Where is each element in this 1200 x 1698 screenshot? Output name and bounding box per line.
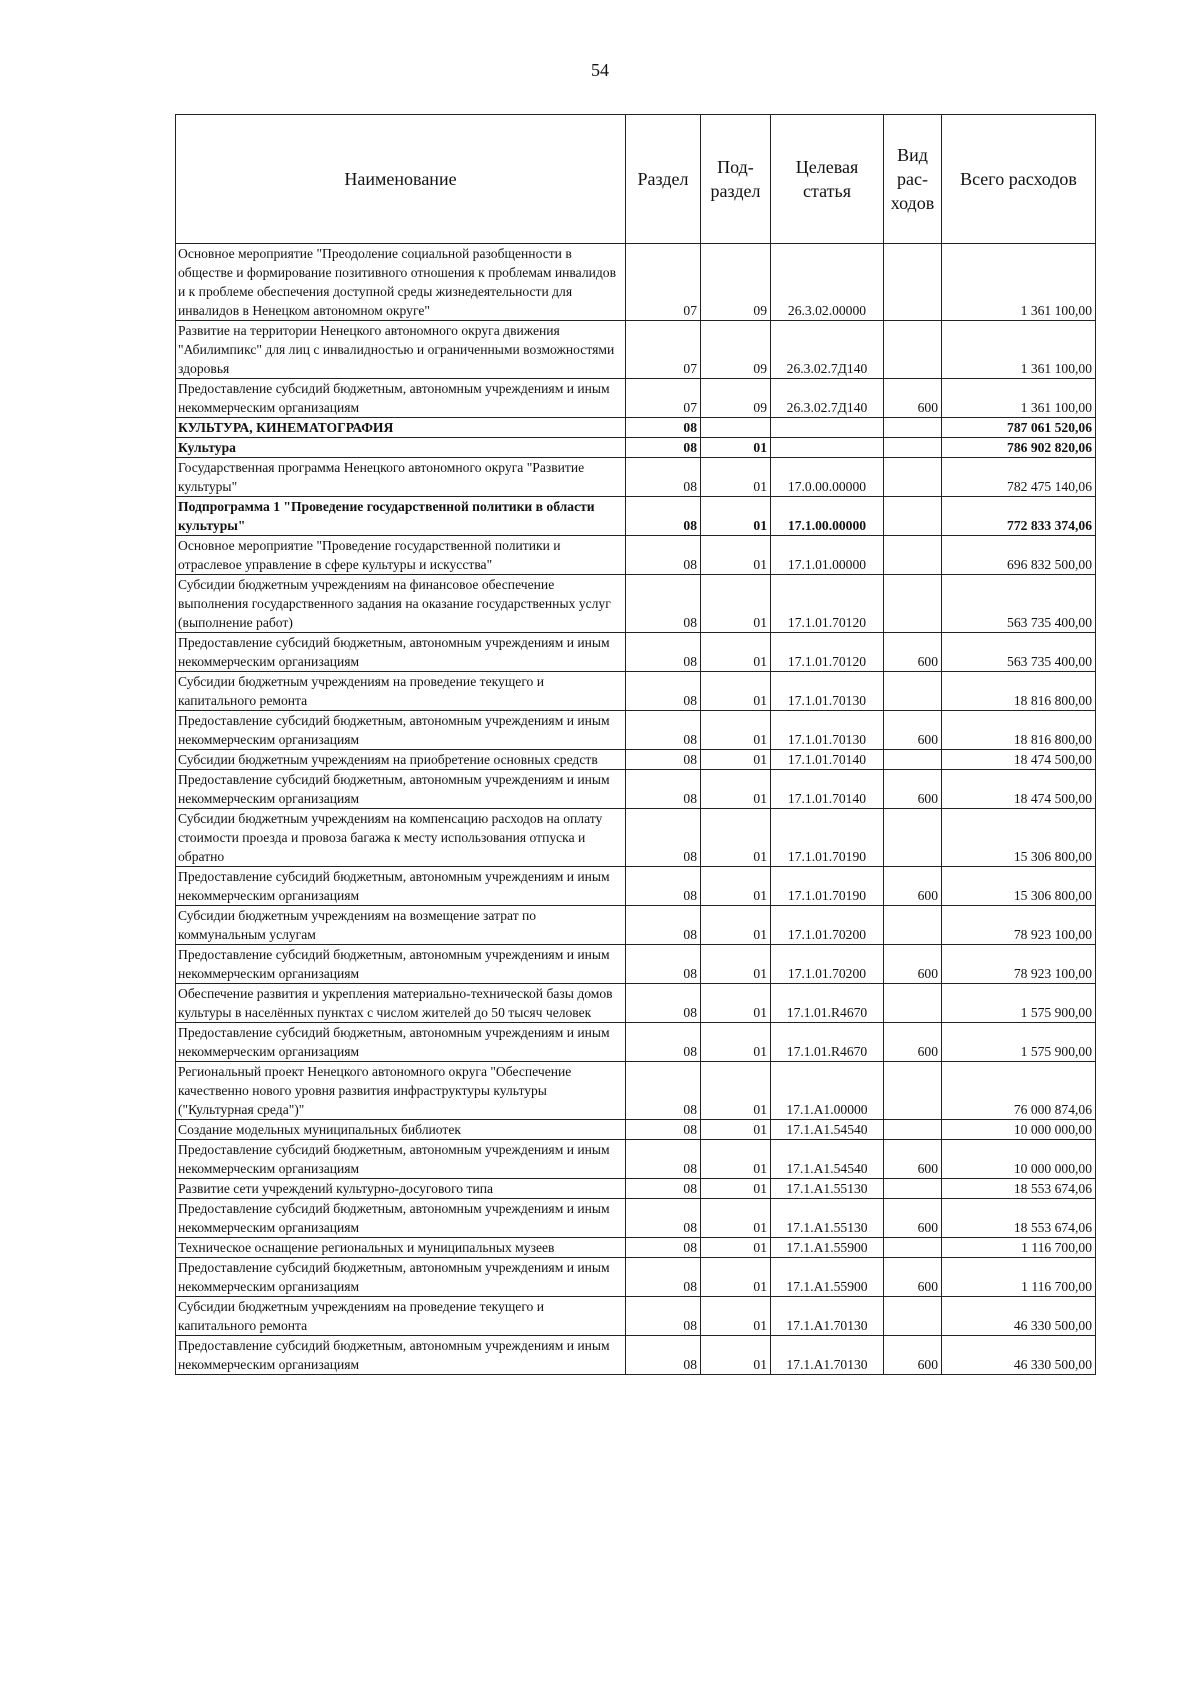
cell-name: Предоставление субсидий бюджетным, автономным учреждениям и иным некоммерческим организациям bbox=[176, 1199, 626, 1238]
cell-statya: 17.1.01.70130 bbox=[771, 672, 884, 711]
header-podrazdel: Под-раздел bbox=[701, 115, 771, 244]
table-row bbox=[176, 770, 1096, 809]
cell-podrazdel: 09 bbox=[701, 321, 771, 379]
cell-total: 18 816 800,00 bbox=[942, 672, 1096, 711]
cell-vid bbox=[884, 1062, 942, 1120]
table-row bbox=[176, 809, 1096, 867]
table-row bbox=[176, 711, 1096, 750]
cell-name: Предоставление субсидий бюджетным, автономным учреждениям и иным некоммерческим организациям bbox=[176, 1023, 626, 1062]
cell-name: Государственная программа Ненецкого автономного округа "Развитие культуры" bbox=[176, 458, 626, 497]
cell-vid bbox=[884, 672, 942, 711]
cell-podrazdel: 09 bbox=[701, 244, 771, 321]
cell-vid bbox=[884, 1297, 942, 1336]
table-row bbox=[176, 672, 1096, 711]
table-row bbox=[176, 633, 1096, 672]
cell-name: Обеспечение развития и укрепления материально-технической базы домов культуры в населённых пунктах с числом жителей до 50 тысяч человек bbox=[176, 984, 626, 1023]
cell-razdel: 08 bbox=[626, 1238, 701, 1258]
cell-vid bbox=[884, 1179, 942, 1199]
table-row bbox=[176, 321, 1096, 379]
table-row bbox=[176, 536, 1096, 575]
cell-total: 563 735 400,00 bbox=[942, 633, 1096, 672]
cell-statya: 17.1.01.70120 bbox=[771, 575, 884, 633]
table-row bbox=[176, 1297, 1096, 1336]
table-row bbox=[176, 244, 1096, 321]
cell-name: Предоставление субсидий бюджетным, автономным учреждениям и иным некоммерческим организациям bbox=[176, 379, 626, 418]
cell-vid bbox=[884, 536, 942, 575]
table-row bbox=[176, 418, 1096, 438]
cell-vid bbox=[884, 497, 942, 536]
cell-podrazdel: 01 bbox=[701, 633, 771, 672]
table-row bbox=[176, 945, 1096, 984]
table-row bbox=[176, 458, 1096, 497]
cell-podrazdel: 01 bbox=[701, 945, 771, 984]
cell-statya: 17.1.01.70120 bbox=[771, 633, 884, 672]
cell-vid bbox=[884, 438, 942, 458]
cell-podrazdel: 01 bbox=[701, 438, 771, 458]
cell-total: 78 923 100,00 bbox=[942, 906, 1096, 945]
cell-total: 10 000 000,00 bbox=[942, 1140, 1096, 1179]
cell-statya: 17.1.A1.54540 bbox=[771, 1140, 884, 1179]
cell-podrazdel: 01 bbox=[701, 770, 771, 809]
cell-name: Подпрограмма 1 "Проведение государственной политики в области культуры" bbox=[176, 497, 626, 536]
cell-podrazdel: 01 bbox=[701, 497, 771, 536]
cell-vid bbox=[884, 418, 942, 438]
cell-vid bbox=[884, 809, 942, 867]
cell-statya: 17.1.A1.70130 bbox=[771, 1336, 884, 1375]
cell-vid bbox=[884, 1238, 942, 1258]
table-row bbox=[176, 1336, 1096, 1375]
table-row bbox=[176, 906, 1096, 945]
cell-podrazdel: 01 bbox=[701, 536, 771, 575]
cell-razdel: 08 bbox=[626, 633, 701, 672]
table-row bbox=[176, 750, 1096, 770]
cell-podrazdel bbox=[701, 418, 771, 438]
cell-vid: 600 bbox=[884, 867, 942, 906]
cell-razdel: 08 bbox=[626, 438, 701, 458]
cell-vid bbox=[884, 1120, 942, 1140]
header-total: Всего расходов bbox=[942, 115, 1096, 244]
cell-statya: 17.1.A1.00000 bbox=[771, 1062, 884, 1120]
table-row bbox=[176, 1023, 1096, 1062]
cell-total: 18 553 674,06 bbox=[942, 1199, 1096, 1238]
cell-total: 15 306 800,00 bbox=[942, 809, 1096, 867]
cell-total: 1 361 100,00 bbox=[942, 379, 1096, 418]
cell-name: КУЛЬТУРА, КИНЕМАТОГРАФИЯ bbox=[176, 418, 626, 438]
cell-total: 15 306 800,00 bbox=[942, 867, 1096, 906]
cell-vid bbox=[884, 321, 942, 379]
cell-statya: 17.1.00.00000 bbox=[771, 497, 884, 536]
table-row bbox=[176, 575, 1096, 633]
page-number: 54 bbox=[591, 60, 609, 80]
cell-razdel: 08 bbox=[626, 1336, 701, 1375]
cell-statya bbox=[771, 418, 884, 438]
cell-total: 786 902 820,06 bbox=[942, 438, 1096, 458]
table-header-row bbox=[176, 115, 1096, 244]
cell-name: Предоставление субсидий бюджетным, автономным учреждениям и иным некоммерческим организациям bbox=[176, 711, 626, 750]
cell-podrazdel: 01 bbox=[701, 1297, 771, 1336]
header-name: Наименование bbox=[176, 115, 626, 244]
cell-podrazdel: 01 bbox=[701, 906, 771, 945]
cell-name: Предоставление субсидий бюджетным, автономным учреждениям и иным некоммерческим организациям bbox=[176, 1258, 626, 1297]
table-row bbox=[176, 867, 1096, 906]
cell-podrazdel: 01 bbox=[701, 1140, 771, 1179]
cell-statya: 17.1.01.70200 bbox=[771, 906, 884, 945]
cell-vid bbox=[884, 906, 942, 945]
cell-razdel: 08 bbox=[626, 1120, 701, 1140]
cell-podrazdel: 01 bbox=[701, 867, 771, 906]
cell-statya: 17.1.A1.55130 bbox=[771, 1179, 884, 1199]
cell-name: Создание модельных муниципальных библиотек bbox=[176, 1120, 626, 1140]
cell-razdel: 08 bbox=[626, 458, 701, 497]
cell-vid: 600 bbox=[884, 770, 942, 809]
cell-podrazdel: 01 bbox=[701, 1023, 771, 1062]
cell-total: 563 735 400,00 bbox=[942, 575, 1096, 633]
cell-name: Субсидии бюджетным учреждениям на возмещение затрат по коммунальным услугам bbox=[176, 906, 626, 945]
table-row bbox=[176, 1120, 1096, 1140]
cell-razdel: 08 bbox=[626, 711, 701, 750]
cell-total: 78 923 100,00 bbox=[942, 945, 1096, 984]
cell-razdel: 08 bbox=[626, 809, 701, 867]
cell-podrazdel: 01 bbox=[701, 1120, 771, 1140]
cell-podrazdel: 01 bbox=[701, 1199, 771, 1238]
cell-podrazdel: 01 bbox=[701, 1238, 771, 1258]
cell-name: Субсидии бюджетным учреждениям на финансовое обеспечение выполнения государственного задания на оказание государственных услуг (выполнение работ) bbox=[176, 575, 626, 633]
cell-total: 18 816 800,00 bbox=[942, 711, 1096, 750]
cell-vid: 600 bbox=[884, 945, 942, 984]
cell-podrazdel: 01 bbox=[701, 1258, 771, 1297]
cell-razdel: 08 bbox=[626, 1297, 701, 1336]
cell-total: 18 553 674,06 bbox=[942, 1179, 1096, 1199]
cell-razdel: 08 bbox=[626, 945, 701, 984]
cell-vid: 600 bbox=[884, 1023, 942, 1062]
table-row bbox=[176, 984, 1096, 1023]
cell-razdel: 08 bbox=[626, 418, 701, 438]
cell-name: Основное мероприятие "Проведение государственной политики и отраслевое управление в сфере культуры и искусства" bbox=[176, 536, 626, 575]
cell-statya: 17.1.A1.70130 bbox=[771, 1297, 884, 1336]
cell-name: Предоставление субсидий бюджетным, автономным учреждениям и иным некоммерческим организациям bbox=[176, 945, 626, 984]
cell-podrazdel: 09 bbox=[701, 379, 771, 418]
cell-statya: 17.1.01.R4670 bbox=[771, 984, 884, 1023]
cell-vid bbox=[884, 984, 942, 1023]
cell-name: Предоставление субсидий бюджетным, автономным учреждениям и иным некоммерческим организациям bbox=[176, 770, 626, 809]
cell-razdel: 08 bbox=[626, 536, 701, 575]
cell-statya bbox=[771, 438, 884, 458]
cell-total: 1 361 100,00 bbox=[942, 244, 1096, 321]
cell-razdel: 08 bbox=[626, 497, 701, 536]
cell-statya: 17.0.00.00000 bbox=[771, 458, 884, 497]
cell-statya: 26.3.02.00000 bbox=[771, 244, 884, 321]
cell-name: Субсидии бюджетным учреждениям на приобретение основных средств bbox=[176, 750, 626, 770]
cell-name: Региональный проект Ненецкого автономного округа "Обеспечение качественно нового уровня развития инфраструктуры культуры ("Культурная среда")" bbox=[176, 1062, 626, 1120]
cell-statya: 17.1.01.70190 bbox=[771, 809, 884, 867]
cell-total: 1 575 900,00 bbox=[942, 984, 1096, 1023]
cell-total: 10 000 000,00 bbox=[942, 1120, 1096, 1140]
budget-table bbox=[175, 114, 1096, 1375]
cell-statya: 17.1.01.70140 bbox=[771, 750, 884, 770]
cell-podrazdel: 01 bbox=[701, 711, 771, 750]
header-razdel: Раздел bbox=[626, 115, 701, 244]
cell-total: 18 474 500,00 bbox=[942, 750, 1096, 770]
table-row bbox=[176, 1179, 1096, 1199]
cell-statya: 17.1.A1.55900 bbox=[771, 1258, 884, 1297]
cell-razdel: 08 bbox=[626, 1179, 701, 1199]
cell-statya: 17.1.01.70200 bbox=[771, 945, 884, 984]
cell-statya: 17.1.01.70140 bbox=[771, 770, 884, 809]
cell-vid: 600 bbox=[884, 1199, 942, 1238]
table-row bbox=[176, 1238, 1096, 1258]
header-vid: Вид рас-ходов bbox=[884, 115, 942, 244]
cell-total: 772 833 374,06 bbox=[942, 497, 1096, 536]
cell-razdel: 08 bbox=[626, 672, 701, 711]
cell-name: Культура bbox=[176, 438, 626, 458]
cell-vid: 600 bbox=[884, 633, 942, 672]
cell-total: 1 361 100,00 bbox=[942, 321, 1096, 379]
cell-razdel: 08 bbox=[626, 770, 701, 809]
cell-vid: 600 bbox=[884, 379, 942, 418]
cell-razdel: 08 bbox=[626, 984, 701, 1023]
cell-razdel: 08 bbox=[626, 1258, 701, 1297]
cell-total: 76 000 874,06 bbox=[942, 1062, 1096, 1120]
table-row bbox=[176, 497, 1096, 536]
cell-total: 1 116 700,00 bbox=[942, 1238, 1096, 1258]
cell-podrazdel: 01 bbox=[701, 1179, 771, 1199]
cell-total: 18 474 500,00 bbox=[942, 770, 1096, 809]
cell-razdel: 08 bbox=[626, 1140, 701, 1179]
cell-podrazdel: 01 bbox=[701, 809, 771, 867]
cell-razdel: 07 bbox=[626, 379, 701, 418]
cell-vid bbox=[884, 244, 942, 321]
cell-razdel: 08 bbox=[626, 750, 701, 770]
cell-podrazdel: 01 bbox=[701, 458, 771, 497]
table-row bbox=[176, 1258, 1096, 1297]
table-row bbox=[176, 1199, 1096, 1238]
cell-razdel: 08 bbox=[626, 1199, 701, 1238]
cell-vid bbox=[884, 458, 942, 497]
cell-total: 1 575 900,00 bbox=[942, 1023, 1096, 1062]
cell-name: Основное мероприятие "Преодоление социальной разобщенности в обществе и формирование позитивного отношения к проблемам инвалидов и к проблеме обеспечения доступной среды жизнедеятельности для инвалидов в Ненецком автономном округе" bbox=[176, 244, 626, 321]
cell-razdel: 08 bbox=[626, 867, 701, 906]
cell-statya: 17.1.01.00000 bbox=[771, 536, 884, 575]
cell-name: Предоставление субсидий бюджетным, автономным учреждениям и иным некоммерческим организациям bbox=[176, 1336, 626, 1375]
cell-name: Развитие сети учреждений культурно-досугового типа bbox=[176, 1179, 626, 1199]
cell-vid: 600 bbox=[884, 711, 942, 750]
cell-podrazdel: 01 bbox=[701, 1336, 771, 1375]
cell-razdel: 08 bbox=[626, 906, 701, 945]
cell-statya: 17.1.A1.55900 bbox=[771, 1238, 884, 1258]
cell-statya: 17.1.01.70190 bbox=[771, 867, 884, 906]
cell-name: Предоставление субсидий бюджетным, автономным учреждениям и иным некоммерческим организациям bbox=[176, 867, 626, 906]
cell-razdel: 08 bbox=[626, 1062, 701, 1120]
cell-name: Субсидии бюджетным учреждениям на проведение текущего и капитального ремонта bbox=[176, 672, 626, 711]
cell-statya: 17.1.01.R4670 bbox=[771, 1023, 884, 1062]
cell-total: 46 330 500,00 bbox=[942, 1336, 1096, 1375]
cell-name: Предоставление субсидий бюджетным, автономным учреждениям и иным некоммерческим организациям bbox=[176, 1140, 626, 1179]
cell-podrazdel: 01 bbox=[701, 984, 771, 1023]
cell-podrazdel: 01 bbox=[701, 672, 771, 711]
cell-name: Субсидии бюджетным учреждениям на проведение текущего и капитального ремонта bbox=[176, 1297, 626, 1336]
cell-razdel: 07 bbox=[626, 244, 701, 321]
cell-total: 782 475 140,06 bbox=[942, 458, 1096, 497]
table-row bbox=[176, 1062, 1096, 1120]
cell-podrazdel: 01 bbox=[701, 575, 771, 633]
cell-razdel: 08 bbox=[626, 1023, 701, 1062]
cell-podrazdel: 01 bbox=[701, 750, 771, 770]
cell-vid: 600 bbox=[884, 1140, 942, 1179]
cell-total: 787 061 520,06 bbox=[942, 418, 1096, 438]
cell-total: 1 116 700,00 bbox=[942, 1258, 1096, 1297]
cell-vid: 600 bbox=[884, 1258, 942, 1297]
cell-name: Техническое оснащение региональных и муниципальных музеев bbox=[176, 1238, 626, 1258]
cell-statya: 17.1.A1.55130 bbox=[771, 1199, 884, 1238]
table-body bbox=[176, 244, 1096, 1375]
table-row bbox=[176, 438, 1096, 458]
table-row bbox=[176, 379, 1096, 418]
cell-vid bbox=[884, 575, 942, 633]
cell-statya: 17.1.A1.54540 bbox=[771, 1120, 884, 1140]
cell-razdel: 08 bbox=[626, 575, 701, 633]
table-row bbox=[176, 1140, 1096, 1179]
cell-statya: 26.3.02.7Д140 bbox=[771, 379, 884, 418]
cell-statya: 26.3.02.7Д140 bbox=[771, 321, 884, 379]
cell-total: 46 330 500,00 bbox=[942, 1297, 1096, 1336]
cell-razdel: 07 bbox=[626, 321, 701, 379]
cell-podrazdel: 01 bbox=[701, 1062, 771, 1120]
header-statya: Целевая статья bbox=[771, 115, 884, 244]
cell-total: 696 832 500,00 bbox=[942, 536, 1096, 575]
cell-name: Развитие на территории Ненецкого автономного округа движения "Абилимпикс" для лиц с инвалидностью и ограниченными возможностями здоровья bbox=[176, 321, 626, 379]
cell-statya: 17.1.01.70130 bbox=[771, 711, 884, 750]
cell-vid: 600 bbox=[884, 1336, 942, 1375]
cell-name: Предоставление субсидий бюджетным, автономным учреждениям и иным некоммерческим организациям bbox=[176, 633, 626, 672]
cell-vid bbox=[884, 750, 942, 770]
cell-name: Субсидии бюджетным учреждениям на компенсацию расходов на оплату стоимости проезда и провоза багажа к месту использования отпуска и обратно bbox=[176, 809, 626, 867]
